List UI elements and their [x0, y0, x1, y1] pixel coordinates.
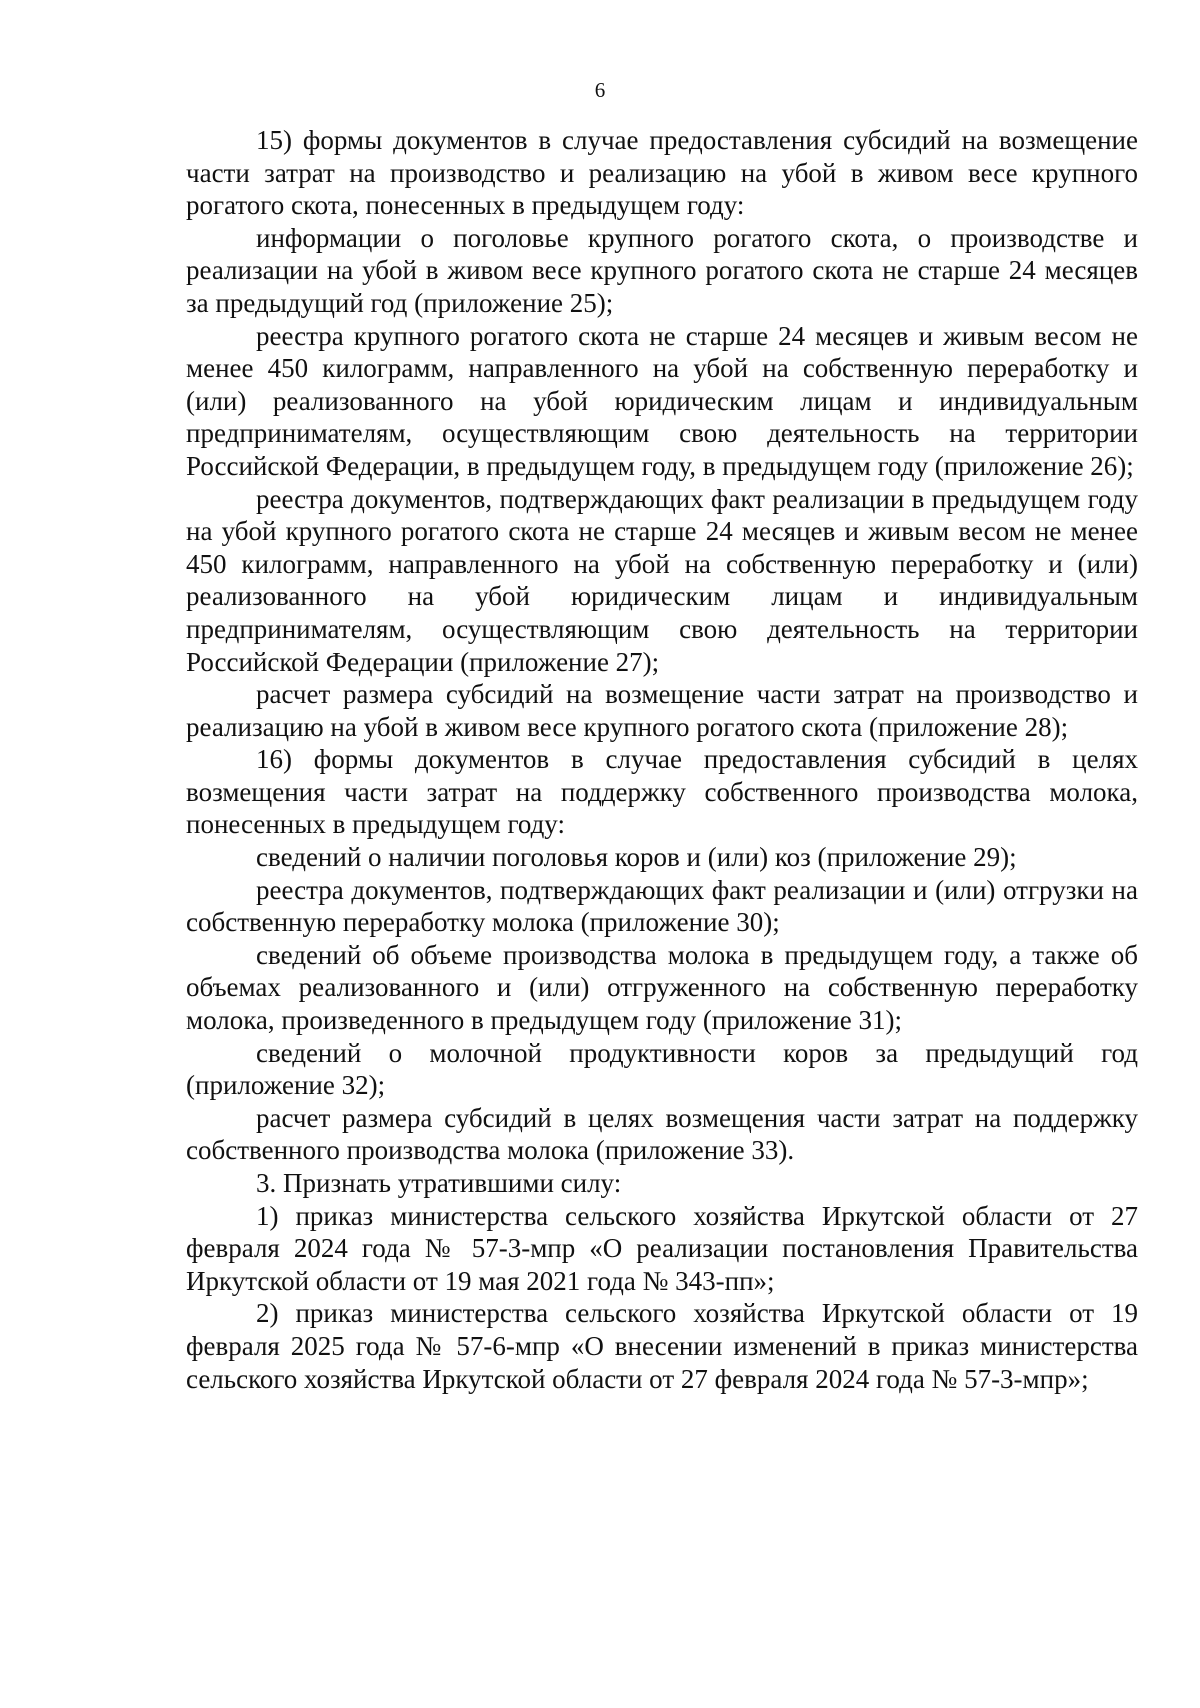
paragraph-section-3: 3. Признать утратившими силу:: [256, 1168, 622, 1198]
paragraph-form-30: реестра документов, подтверждающих факт реализации и (или) отгрузки на собственную переработку молока (приложение 30);: [186, 874, 1138, 938]
page-number: 6: [594, 78, 606, 102]
paragraph-repealed-2: 2) приказ министерства сельского хозяйства Иркутской области от 19 февраля 2025 года № 57-6-мпр «О внесении изменений в приказ министерства сельского хозяйства Иркутской области от 27 февраля 2024 года № 57-3-мпр»;: [186, 1298, 1138, 1394]
paragraph-form-26: реестра крупного рогатого скота не старше 24 месяцев и живым весом не менее 450 килограмм, направленного на убой на собственную переработку и (или) реализованного на убой юридическим лицам и индивидуальным предпринимателям, осуществляющим свою деятельность на территории Российской Федерации, в предыдущем году, в предыдущем году (приложение 26);: [186, 320, 1138, 481]
paragraph-form-29: сведений о наличии поголовья коров и (или) коз (приложение 29);: [256, 842, 1017, 873]
paragraph-item-16: 16) формы документов в случае предоставления субсидий в целях возмещения части затрат на поддержку собственного производства молока, понесенных в предыдущем году:: [186, 744, 1138, 840]
paragraph-form-28: расчет размера субсидий на возмещение части затрат на производство и реализацию на убой в живом весе крупного рогатого скота (приложение 28);: [186, 679, 1138, 742]
paragraph-form-33: расчет размера субсидий в целях возмещения части затрат на поддержку собственного производства молока (приложение 33).: [186, 1102, 1138, 1166]
paragraph-item-15: 15) формы документов в случае предоставления субсидий на возмещение части затрат на производство и реализацию на убой в живом весе крупного рогатого скота, понесенных в предыдущем году:: [186, 125, 1138, 221]
paragraph-form-27: реестра документов, подтверждающих факт реализации в предыдущем году на убой крупного рогатого скота не старше 24 месяцев и живым весом не менее 450 килограмм, направленного на убой на собственную переработку и (или) реализованного на убой юридическим лицам и индивидуальным предпринимателям, осуществляющим свою деятельность на территории Российской Федерации (приложение 27);: [186, 483, 1138, 677]
paragraph-repealed-1: 1) приказ министерства сельского хозяйства Иркутской области от 27 февраля 2024 года № 57-3-мпр «О реализации постановления Правительства Иркутской области от 19 мая 2021 года № 343-пп»;: [186, 1200, 1138, 1296]
document-body: [186, 124, 1138, 1395]
paragraph-form-25: информации о поголовье крупного рогатого скота, о производстве и реализации на убой в живом весе крупного рогатого скота не старше 24 месяцев за предыдущий год (приложение 25);: [186, 222, 1138, 318]
paragraph-form-31: сведений об объеме производства молока в предыдущем году, а также об объемах реализованного и (или) отгруженного на собственную переработку молока, произведенного в предыдущем году (приложение 31);: [186, 939, 1138, 1036]
paragraph-form-32: сведений о молочной продуктивности коров за предыдущий год (приложение 32);: [186, 1037, 1138, 1101]
